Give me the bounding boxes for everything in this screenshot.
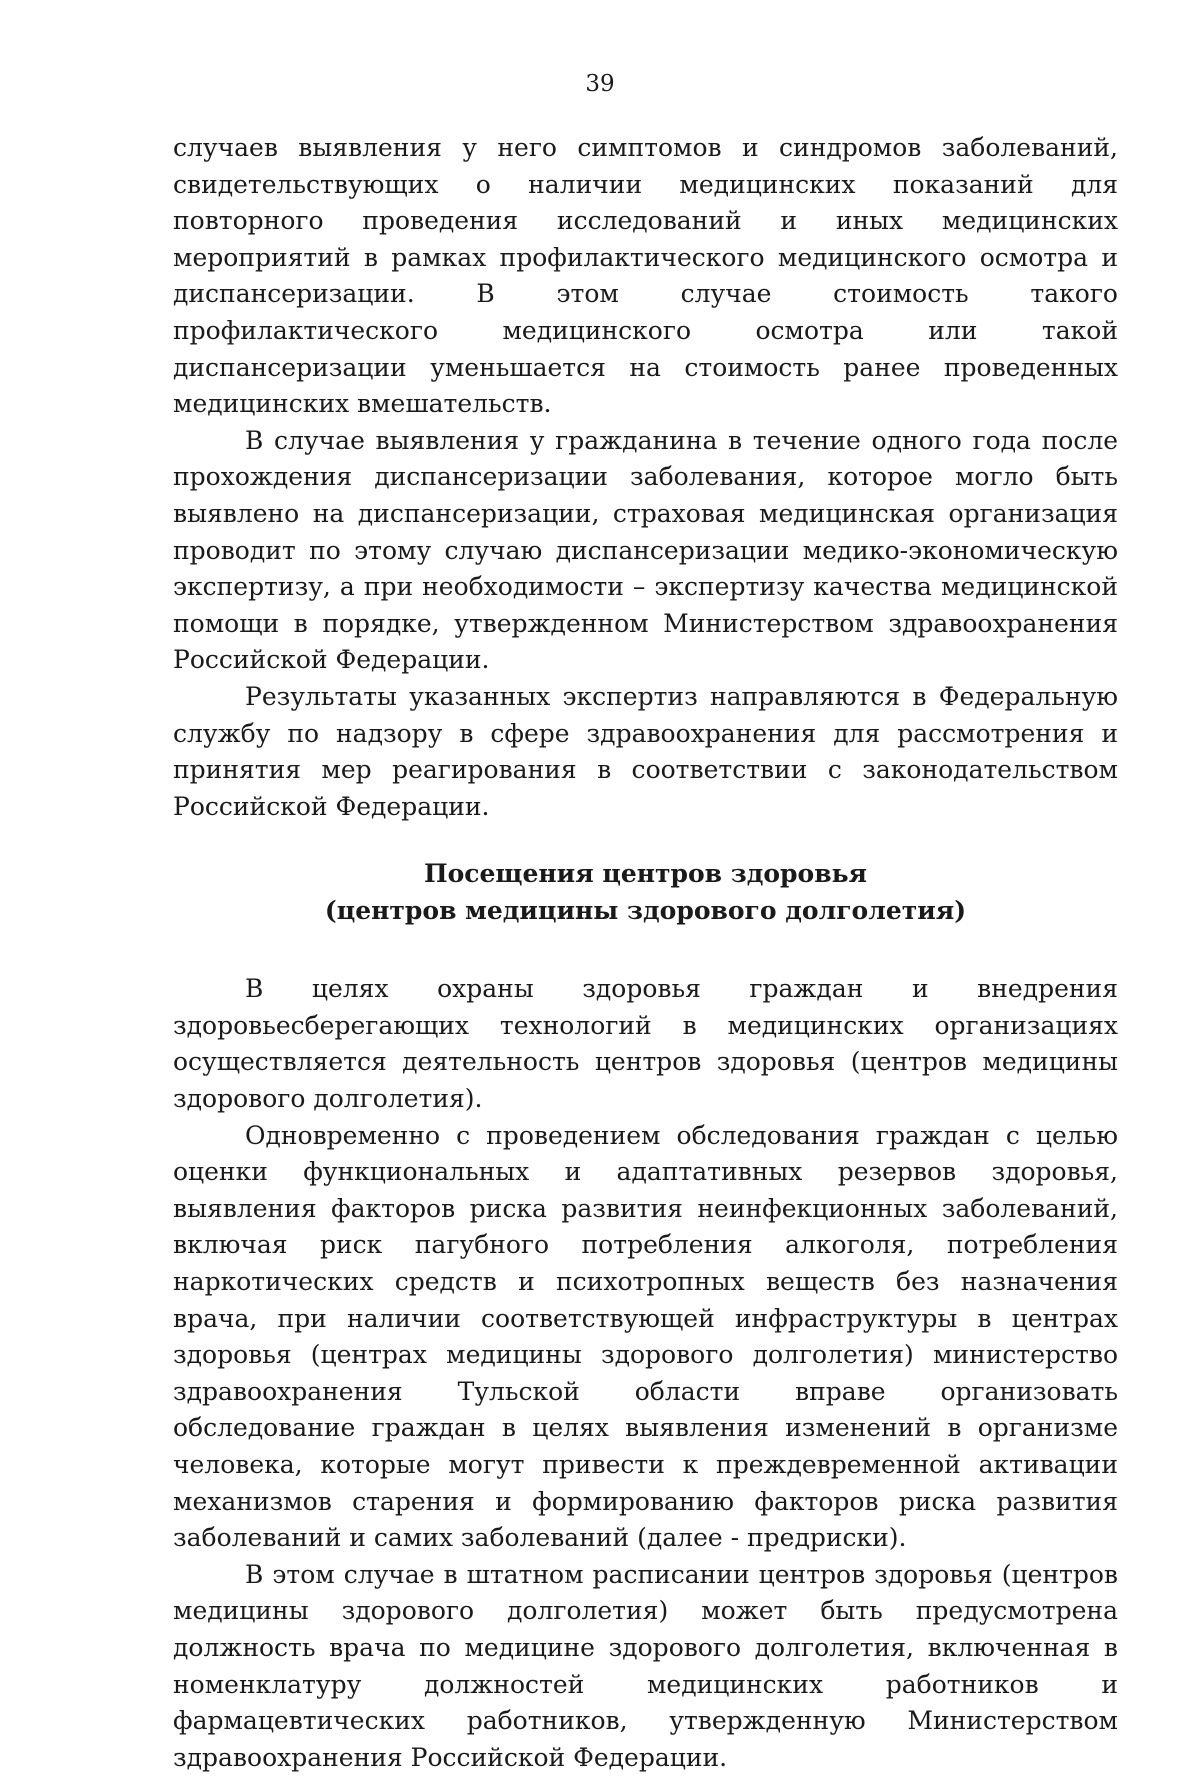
section-heading-line-2: (центров медицины здорового долголетия): [324, 896, 967, 926]
section-heading: [173, 855, 1118, 929]
paragraph-expertise-results: Результаты указанных экспертиз направляются в Федеральную службу по надзору в сфере здравоохранения для рассмотрения и принятия мер реагирования в соответствии с законодательством Российской Федерации.: [173, 681, 1118, 821]
paragraph-staffing: В этом случае в штатном расписании центров здоровья (центров медицины здорового долголетия) может быть предусмотрена должность врача по медицине здорового долголетия, включенная в номенклатуру должностей медицинских работников и фармацевтических работников, утвержденную Министерством здравоохранения Российской Федерации.: [173, 1559, 1118, 1772]
paragraph-health-centers: В целях охраны здоровья граждан и внедрения здоровьесберегающих технологий в медицинских организациях осуществляется деятельность центров здоровья (центров медицины здорового долголетия).: [173, 974, 1118, 1114]
paragraph-continuation: случаев выявления у него симптомов и синдромов заболеваний, свидетельствующих о наличии медицинских показаний для повторного проведения исследований и иных медицинских мероприятий в рамках профилактического медицинского осмотра и диспансеризации. В этом случае стоимость такого профилактического медицинского осмотра или такой диспансеризации уменьшается на стоимость ранее проведенных медицинских вмешательств.: [173, 133, 1118, 419]
paragraph-examination: Одновременно с проведением обследования граждан с целью оценки функциональных и адаптативных резервов здоровья, выявления факторов риска развития неинфекционных заболеваний, включая риск пагубного потребления алкоголя, потребления наркотических средств и психотропных веществ без назначения врача, при наличии соответствующей инфраструктуры в центрах здоровья (центрах медицины здорового долголетия) министерство здравоохранения Тульской области вправе организовать обследование граждан в целях выявления изменений в организме человека, которые могут привести к преждевременной активации механизмов старения и формированию факторов риска развития заболеваний и самих заболеваний (далее - предриски).: [173, 1120, 1118, 1553]
paragraph-expertise-case: В случае выявления у гражданина в течение одного года после прохождения диспансеризации заболевания, которое могло быть выявлено на диспансеризации, страховая медицинская организация проводит по этому случаю диспансеризации медико-экономическую экспертизу, а при необходимости – экспертизу качества медицинской помощи в порядке, утвержденном Министерством здравоохранения Российской Федерации.: [173, 425, 1118, 675]
section-heading-line-1: Посещения центров здоровья: [423, 859, 868, 889]
document-body: [173, 130, 1118, 1776]
page-number: 39: [585, 71, 615, 97]
